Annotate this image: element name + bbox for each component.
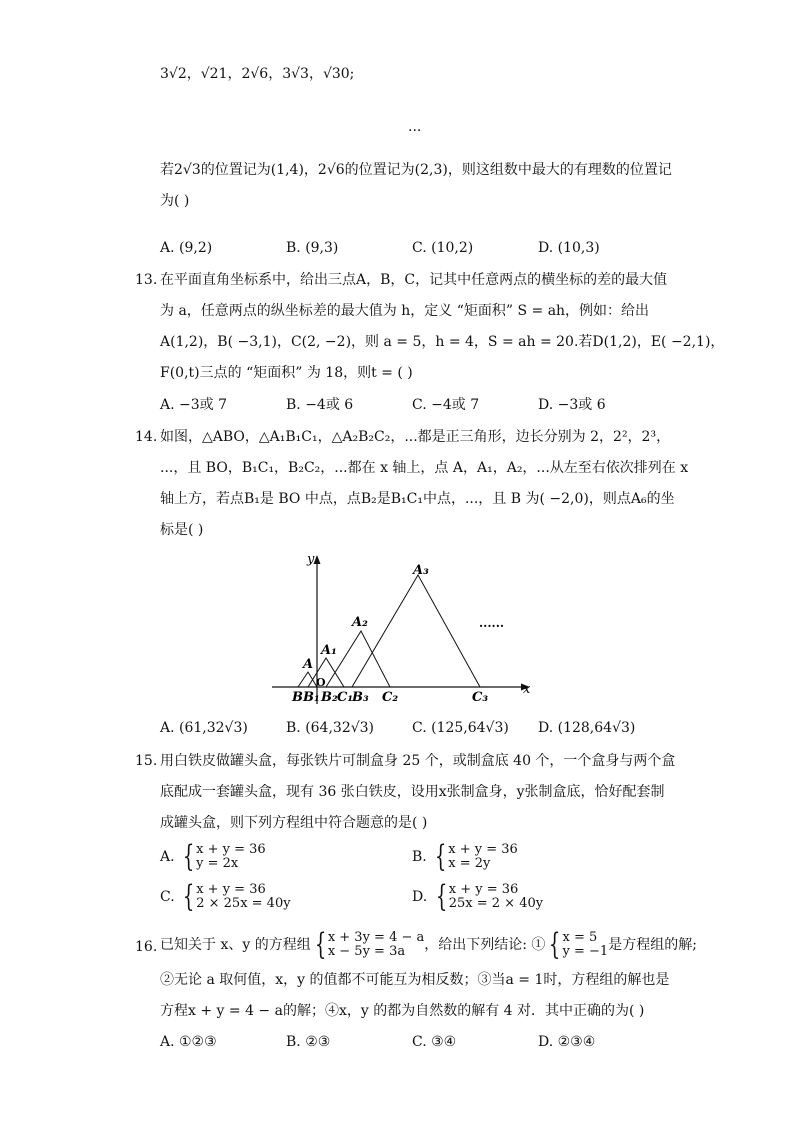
q14-option-b[interactable]: B. (64,32√3) [286, 720, 375, 736]
q16-solution-eq2: y = −1 [562, 944, 609, 959]
q15-option-a[interactable] [160, 839, 266, 874]
label-A2: A₂ [352, 615, 368, 630]
continuation-dots: ...... [479, 616, 505, 630]
q16-system-eq2: x − 5y = 3a [327, 944, 406, 959]
label-B2: B₂ [321, 690, 338, 705]
q12-option-c[interactable]: C. (10,2) [412, 240, 474, 256]
brace-icon: { [435, 839, 447, 874]
label-C2: C₂ [382, 690, 399, 705]
q15-option-b-eq1: x + y = 36 [448, 842, 518, 857]
label-B: B [292, 690, 303, 705]
brace-icon: { [549, 927, 561, 962]
q13-option-b[interactable]: B. −4或 6 [286, 397, 354, 413]
triangle-A1B1C1 [308, 658, 344, 687]
q12-stem-line2: 为( ) [160, 193, 190, 209]
q16-stem-pre: 已知关于 x、y 的方程组 [160, 937, 311, 953]
q16-option-b[interactable]: B. ②③ [286, 1034, 331, 1050]
brace-icon: { [182, 839, 195, 874]
q16-option-c[interactable]: C. ③④ [412, 1034, 457, 1050]
q14-option-a[interactable]: A. (61,32√3) [160, 720, 248, 736]
brace-icon: { [435, 879, 447, 914]
q14-stem-line1: 如图，△ABO，△A₁B₁C₁，△A₂B₂C₂，...都是正三角形，边长分别为 2，2²，2³， [160, 429, 671, 445]
q16-solution-eq1: x = 5 [562, 930, 598, 945]
q16-stem-post: 是方程组的解; [608, 937, 697, 953]
q14-stem-line3: 轴上方，若点B₁是 BO 中点，点B₂是B₁C₁中点，...，且 B 为( −2,0)，则点A₆的坐 [160, 491, 675, 507]
q15-option-c-label: C. [160, 889, 175, 905]
q13-stem-line1: 在平面直角坐标系中，给出三点A，B，C，记其中任意两点的横坐标的差的最大值 [160, 272, 668, 288]
q15-option-d-eq1: x + y = 36 [448, 882, 519, 897]
q15-option-a-eq2: y = 2x [196, 856, 239, 871]
triangle-ABO [298, 672, 317, 687]
label-O: O [316, 676, 326, 689]
q16-number: 16. [135, 939, 158, 955]
q15-option-b-label: B. [412, 849, 427, 865]
q16-option-d[interactable]: D. ②③④ [538, 1034, 596, 1050]
triangle-A3B3C3 [352, 575, 480, 687]
q15-stem-line1: 用白铁皮做罐头盒，每张铁片可制盒身 25 个，或制盒底 40 个，一个盒身与两个盒 [160, 753, 676, 769]
q16-stem-line3: 方程x + y = 4 − a的解；④x，y 的都为自然数的解有 4 对．其中正确的为( ) [160, 1003, 645, 1019]
q12-sequence: 3√2，√21，2√6，3√3，√30; [160, 66, 355, 82]
q15-option-a-label: A. [160, 849, 175, 865]
q15-option-c-eq2: 2 × 25x = 40y [196, 896, 291, 911]
label-A: A [303, 657, 314, 672]
q16-option-a[interactable]: A. ①②③ [160, 1034, 217, 1050]
y-axis-arrow [314, 555, 321, 564]
q13-option-d[interactable]: D. −3或 6 [538, 397, 606, 413]
q15-number: 15. [135, 753, 158, 769]
q12-option-b[interactable]: B. (9,3) [286, 240, 339, 256]
brace-icon: { [182, 879, 195, 914]
q15-option-b[interactable] [412, 839, 518, 874]
label-A1: A₁ [321, 643, 337, 658]
q13-option-a[interactable]: A. −3或 7 [160, 397, 228, 413]
q13-stem-line2: 为 a，任意两点的纵坐标差的最大值为 h，定义 “矩面积” S = ah，例如：给出 [160, 303, 650, 319]
q15-option-b-eq2: x = 2y [448, 856, 491, 871]
q15-option-c-eq1: x + y = 36 [196, 882, 266, 897]
brace-icon: { [314, 927, 326, 962]
q12-stem-line1: 若2√3的位置记为(1,4)，2√6的位置记为(2,3)，则这组数中最大的有理数的位置记 [160, 162, 672, 178]
q16-stem-line2: ②无论 a 取何值，x，y 的值都不可能互为相反数；③当a = 1时，方程组的解也是 [160, 972, 670, 988]
q12-option-a[interactable]: A. (9,2) [160, 240, 213, 256]
y-axis-label: y [307, 552, 315, 567]
q12-option-d[interactable]: D. (10,3) [538, 240, 600, 256]
q15-option-c[interactable] [160, 879, 291, 914]
q14-number: 14. [135, 429, 158, 445]
q14-option-c[interactable]: C. (125,64√3) [412, 720, 509, 736]
q14-stem-line4: 标是( ) [160, 522, 204, 538]
q15-stem-line2: 底配成一套罐头盒，现有 36 张白铁皮，设用x张制盒身，y张制盒底，恰好配套制 [160, 784, 665, 800]
q15-option-d-eq2: 25x = 2 × 40y [448, 896, 544, 911]
q15-stem-line3: 成罐头盒，则下列方程组中符合题意的是( ) [160, 815, 428, 831]
q16-stem-mid: ，给出下列结论: ① [424, 937, 546, 953]
label-A3: A₃ [413, 563, 429, 578]
q13-option-c[interactable]: C. −4或 7 [412, 397, 480, 413]
q15-option-d[interactable] [412, 879, 544, 914]
q13-number: 13. [135, 272, 158, 288]
label-B3: B₃ [352, 690, 369, 705]
q16-system-eq1: x + 3y = 4 − a [327, 930, 425, 945]
q12-ellipsis: ... [408, 119, 422, 135]
label-B1: B₁ [303, 690, 320, 705]
q14-option-d[interactable]: D. (128,64√3) [538, 720, 636, 736]
q13-stem-line3: A(1,2)，B( −3,1)，C(2, −2)，则 a = 5，h = 4，S = ah = 20.若D(1,2)，E( −2,1)， [160, 334, 725, 350]
q14-triangle-figure [268, 546, 538, 708]
x-axis-label: x [523, 682, 531, 697]
q16-stem-line1 [160, 927, 697, 963]
label-C3: C₃ [472, 690, 489, 705]
q13-stem-line4: F(0,t)三点的 “矩面积” 为 18，则t = ( ) [160, 365, 413, 381]
q15-option-a-eq1: x + y = 36 [196, 842, 266, 857]
q15-option-d-label: D. [412, 889, 428, 905]
q14-stem-line2: ...，且 BO，B₁C₁，B₂C₂，...都在 x 轴上，点 A，A₁，A₂，...从左至右依次排列在 x [160, 460, 689, 476]
label-C1: C₁ [337, 690, 354, 705]
